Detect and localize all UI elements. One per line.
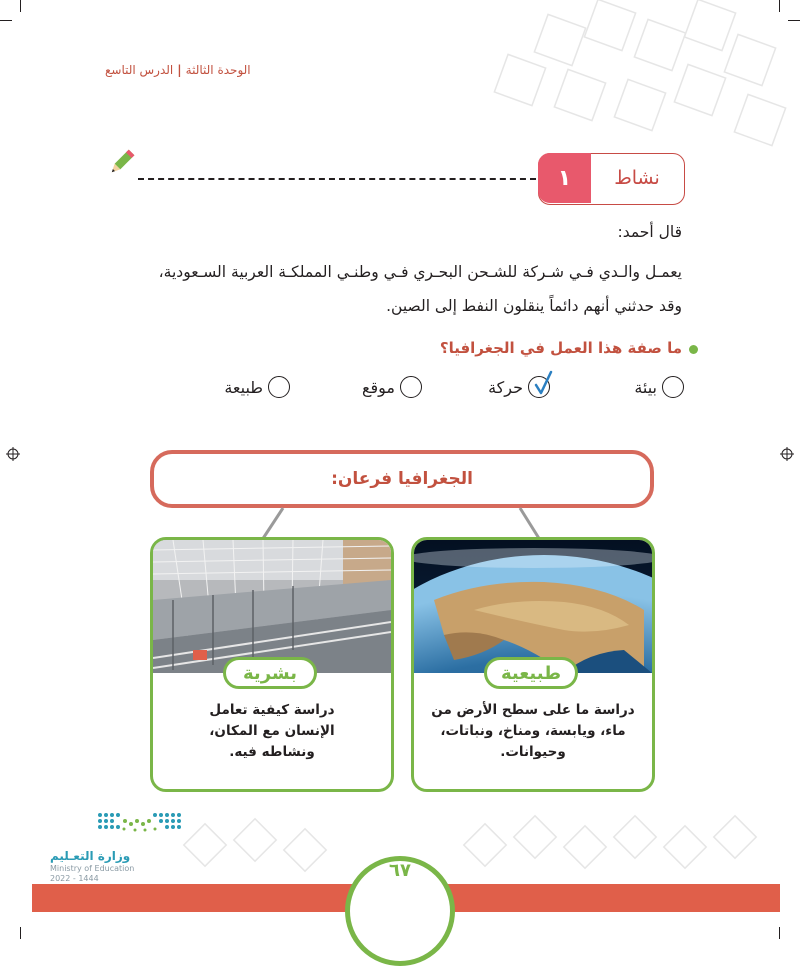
option-label: حركة bbox=[488, 377, 523, 397]
branch-description: دراسة ما على سطح الأرض من ماء، ويابسة، ومناخ، ونباتات، وحيوانات. bbox=[431, 702, 635, 760]
branch-name-tag: بشرية bbox=[223, 657, 317, 689]
option-label: موقع bbox=[362, 377, 395, 397]
ministry-name-english: Ministry of Education bbox=[50, 864, 135, 873]
branch-card-human bbox=[150, 537, 394, 792]
paragraph-line-2: وقد حدثني أنهم دائماً ينقلون النفط إلى الصين. bbox=[386, 297, 682, 315]
branch-card-physical bbox=[411, 537, 655, 792]
question-text: ما صفة هذا العمل في الجغرافيا؟ bbox=[439, 339, 682, 357]
intro-text: قال أحمد: bbox=[617, 223, 682, 241]
option-label: طبيعة bbox=[224, 377, 263, 397]
page-number: ٦٧ bbox=[389, 860, 411, 881]
branch-name-tag: طبيعية bbox=[484, 657, 578, 689]
activity-label: نشاط bbox=[614, 167, 660, 189]
activity-number: ١ bbox=[538, 153, 591, 203]
paragraph-line-1: يعمـل والـدي فـي شـركة للشـحن البحـري فـي وطنـي المملكـة العربية السـعودية، bbox=[158, 263, 682, 281]
earth-image bbox=[414, 540, 652, 673]
ministry-logo-icon bbox=[95, 810, 185, 840]
crop-mark bbox=[779, 927, 780, 939]
unit-label: الوحدة الثالثة bbox=[185, 63, 251, 77]
ministry-year: 2022 - 1444 bbox=[50, 874, 99, 883]
crop-mark bbox=[20, 927, 21, 939]
geography-title: الجغرافيا فرعان: bbox=[331, 469, 473, 489]
lesson-label: الدرس التاسع bbox=[105, 63, 174, 77]
railway-station-image bbox=[153, 540, 391, 673]
header-separator: | bbox=[177, 63, 182, 77]
branch-description: دراسة كيفية تعامل الإنسان مع المكان، ونشاطه فيه. bbox=[209, 702, 335, 760]
option-label: بيئة bbox=[634, 377, 657, 397]
ministry-name-arabic: وزارة التعـليم bbox=[50, 849, 131, 863]
